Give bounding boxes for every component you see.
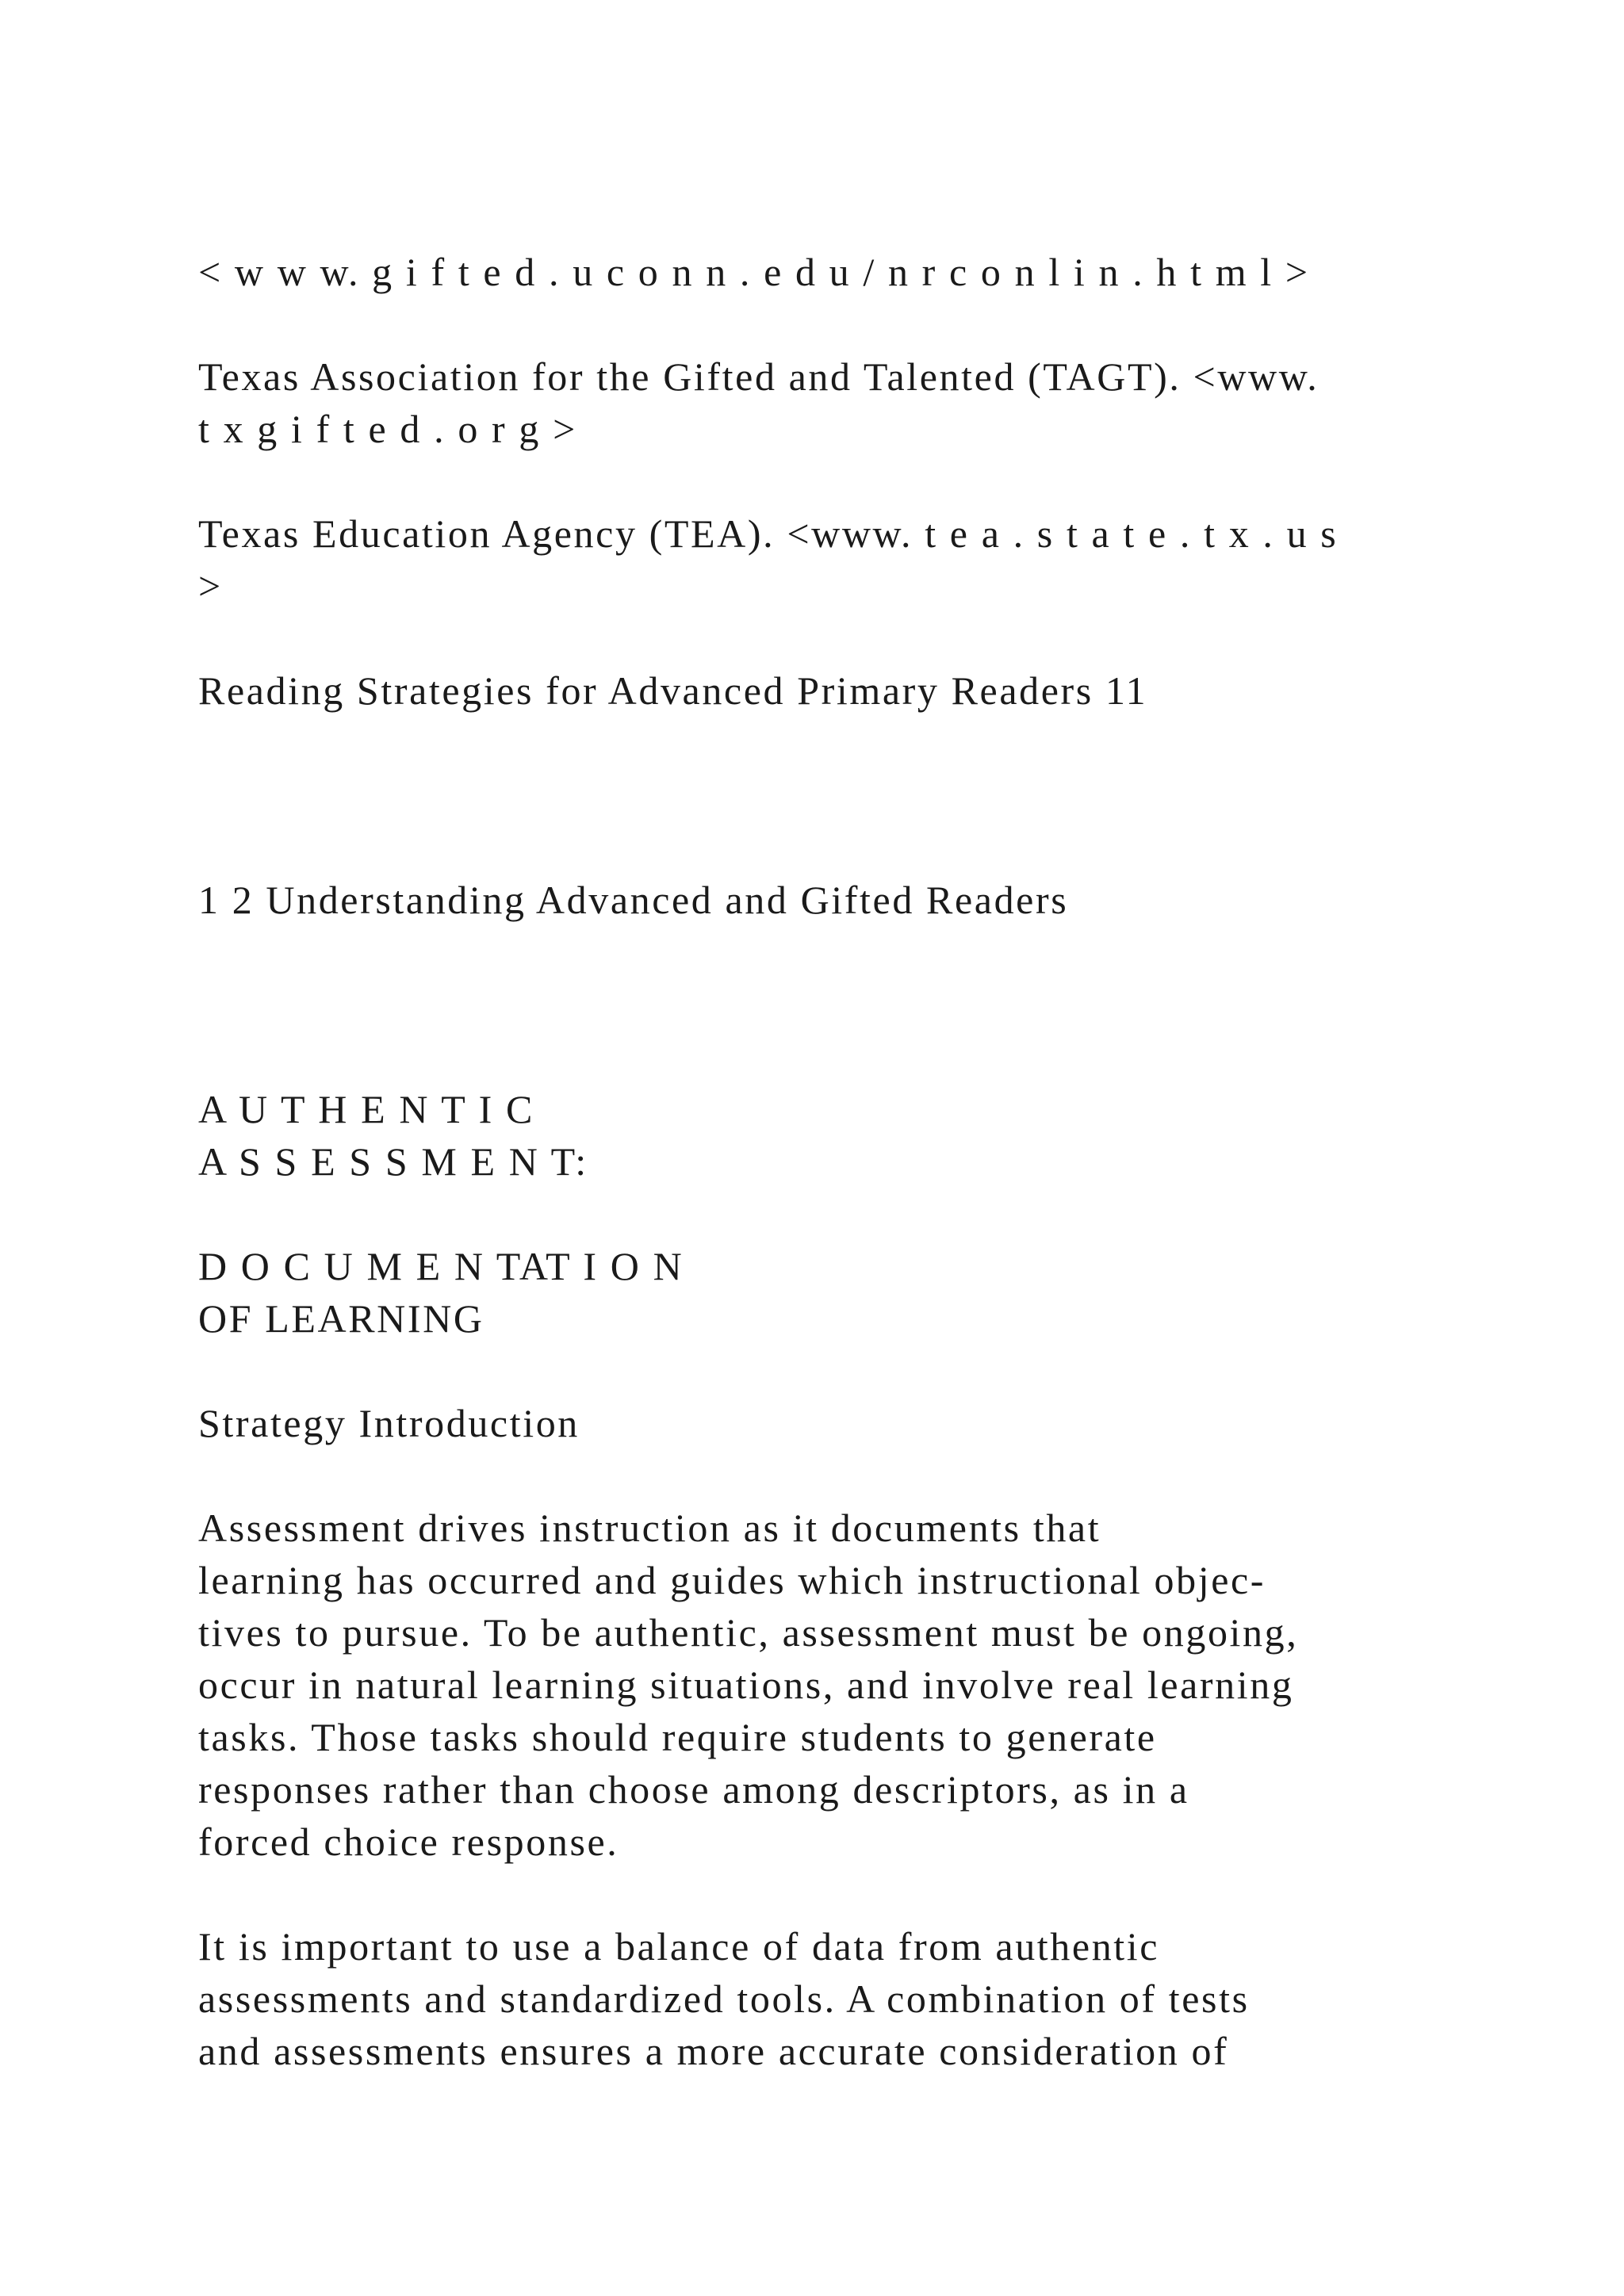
reference-tea-line2: > [198,564,223,608]
reference-tagt-line1: Texas Association for the Gifted and Talented (TAGT). <www. [198,354,1320,399]
reference-tea [198,507,1338,612]
section-subtitle [198,1240,684,1345]
paragraph-line: Assessment drives instruction as it documents that [198,1506,1101,1550]
paragraph-line: tives to pursue. To be authentic, assessment must be ongoing, [198,1610,1299,1655]
reference-url-line: < w w w. g i f t e d . u c o n n . e d u / n r c o n l i n . h t m l > [198,250,1310,294]
section-title-line1: A U T H E N T I C [198,1087,534,1131]
section-title-line2: A S S E S S M E N T: [198,1139,588,1184]
paragraph-line: learning has occurred and guides which instructional objec- [198,1558,1266,1602]
paragraph-line: It is important to use a balance of data from authentic [198,1924,1160,1969]
section-title [198,1083,588,1188]
page-footer-running-title: Reading Strategies for Advanced Primary Readers 11 [198,668,1148,713]
strategy-heading: Strategy Introduction [198,1401,580,1445]
paragraph-line: forced choice response. [198,1820,619,1864]
paragraph-line: assessments and standardized tools. A combination of tests [198,1976,1250,2021]
paragraph-line: tasks. Those tasks should require students to generate [198,1715,1157,1759]
paragraph-balance-of-data [198,1920,1250,2077]
reference-tea-line1: Texas Education Agency (TEA). <www. t e a . s t a t e . t x . u s [198,511,1339,556]
paragraph-assessment-intro [198,1502,1298,1868]
reference-tagt [198,350,1319,455]
section-subtitle-line2: OF LEARNING [198,1296,485,1341]
paragraph-line: and assessments ensures a more accurate consideration of [198,2029,1229,2073]
reference-tagt-line2: t x g i f t e d . o r g > [198,407,577,451]
page-header-running-title: 1 2 Understanding Advanced and Gifted Readers [198,878,1069,922]
paragraph-line: occur in natural learning situations, and involve real learning [198,1663,1294,1707]
paragraph-line: responses rather than choose among descriptors, as in a [198,1767,1189,1812]
section-subtitle-line1: D O C U M E N TAT I O N [198,1244,684,1288]
